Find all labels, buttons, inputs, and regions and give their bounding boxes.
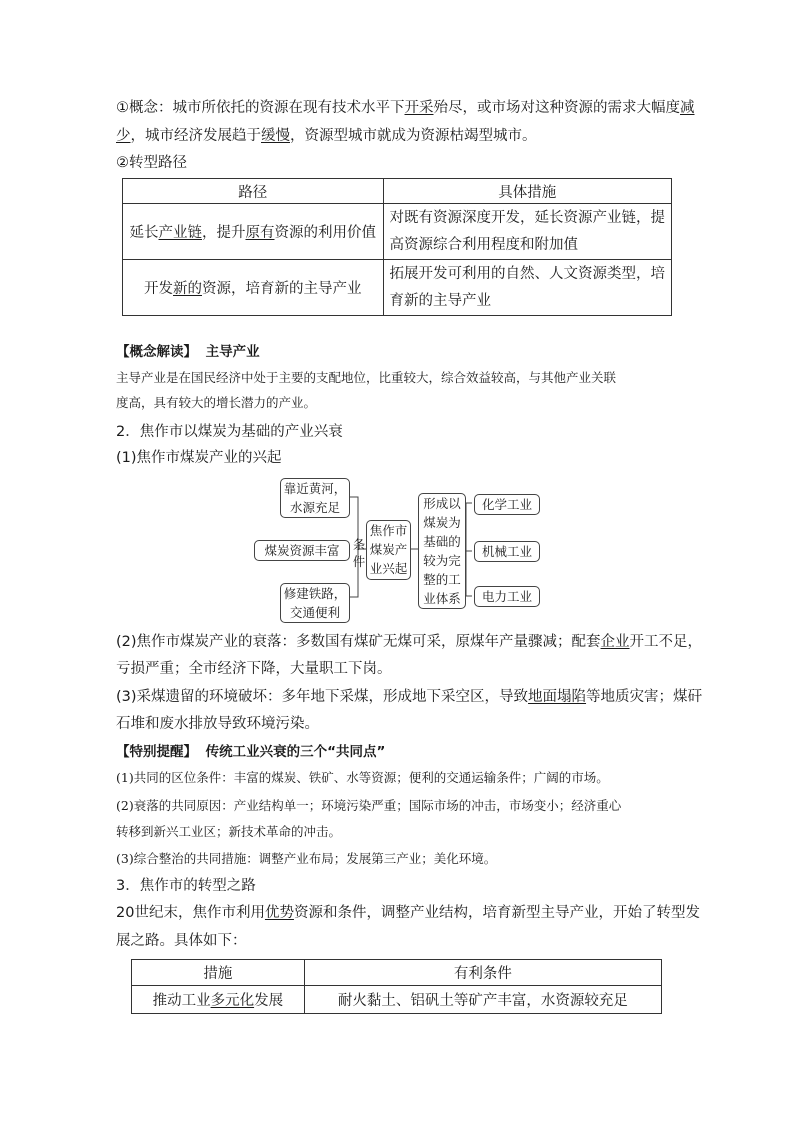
table-header: 路径	[123, 179, 384, 204]
industry-rise-box: 焦作市 煤炭产 业兴起	[366, 520, 411, 580]
environment-line-2: 石堆和废水排放导致环境污染。	[116, 716, 319, 732]
section3-intro-1: 20世纪末，焦作市利用优势资源和条件，调整产业结构，培育新型主导产业，开始了转型发	[116, 905, 700, 921]
transformation-measures-table	[131, 959, 662, 1014]
section3-intro-2: 展之路。具体如下：	[116, 933, 247, 949]
concept-box-title: 主导产业	[205, 344, 260, 360]
condition-box-railway: 修建铁路， 交通便利	[280, 583, 350, 623]
tip-point-2-line-2: 转移到新兴工业区；新技术革命的冲击。	[116, 824, 342, 839]
underlined-term: 少	[116, 128, 131, 144]
path-heading: ②转型路径	[116, 155, 187, 171]
table-header-row	[132, 960, 662, 986]
concept-line-2: 少，城市经济发展趋于缓慢，资源型城市就成为资源枯竭型城市。	[116, 128, 537, 144]
condition-label: 条 件	[352, 537, 366, 569]
industry-system-box: 形成以 煤炭为 基础的 较为完 整的工 业体系	[418, 493, 466, 609]
concept-box-tag: 【概念解读】	[116, 344, 197, 360]
output-box-chemical: 化学工业	[474, 494, 540, 515]
concept-box-text-2: 度高，具有较大的增长潜力的产业。	[116, 395, 317, 410]
decline-line-1: (2)焦作市煤炭产业的衰落：多数国有煤矿无煤可采，原煤年产量骤减；配套企业开工不足，	[116, 634, 703, 650]
table-cell: 耐火黏土、铝矾土等矿产丰富，水资源较充足	[304, 986, 661, 1014]
table-cell: 开发新的资源，培育新的主导产业	[123, 260, 384, 316]
table-cell: 对既有资源深度开发，延长资源产业链，提 高资源综合利用程度和附加值	[383, 204, 671, 260]
tip-point-2-line-1: (2)衰落的共同原因：产业结构单一；环境污染严重；国际市场的冲击，市场变小；经济重心	[116, 798, 622, 813]
concept-line-1: ①概念：城市所依托的资源在现有技术水平下开采殆尽，或市场对这种资源的需求大幅度减	[116, 100, 695, 116]
underlined-term: 缓慢	[261, 128, 290, 144]
environment-line-1: (3)采煤遗留的环境破坏：多年地下采煤，形成地下采空区，导致地面塌陷等地质灾害；煤矸	[116, 689, 703, 705]
condition-box-coal: 煤炭资源丰富	[254, 540, 350, 561]
table-header: 有利条件	[304, 960, 661, 986]
tip-box-heading	[116, 742, 385, 762]
table-cell: 推动工业多元化发展	[132, 986, 305, 1014]
output-box-power: 电力工业	[474, 586, 540, 607]
concept-box-text-1: 主导产业是在国民经济中处于主要的支配地位，比重较大，综合效益较高，与其他产业关联	[116, 370, 617, 385]
output-box-machinery: 机械工业	[474, 541, 540, 562]
underlined-term: 减	[680, 100, 695, 116]
section3-heading: 3．焦作市的转型之路	[116, 878, 256, 894]
condition-box-water: 靠近黄河， 水源充足	[280, 478, 350, 518]
section2-heading: 2．焦作市以煤炭为基础的产业兴衰	[116, 424, 343, 440]
table-cell: 拓展开发可利用的自然、人文资源类型，培 育新的主导产业	[383, 260, 671, 316]
table-cell: 延长产业链，提升原有资源的利用价值	[123, 204, 384, 260]
section2-sub1: (1)焦作市煤炭产业的兴起	[116, 450, 282, 466]
decline-line-2: 亏损严重；全市经济下降，大量职工下岗。	[116, 661, 392, 677]
tip-point-1: (1)共同的区位条件：丰富的煤炭、铁矿、水等资源；便利的交通运输条件；广阔的市场。	[116, 770, 609, 785]
table-header: 具体措施	[383, 179, 671, 204]
table-header: 措施	[132, 960, 305, 986]
tip-point-3: (3)综合整治的共同措施：调整产业布局；发展第三产业；美化环境。	[116, 851, 497, 866]
tip-box-title: 传统工业兴衰的三个“共同点”	[205, 744, 386, 760]
tip-box-tag: 【特别提醒】	[116, 744, 197, 760]
underlined-term: 开采	[404, 100, 434, 116]
table-row	[132, 986, 662, 1014]
